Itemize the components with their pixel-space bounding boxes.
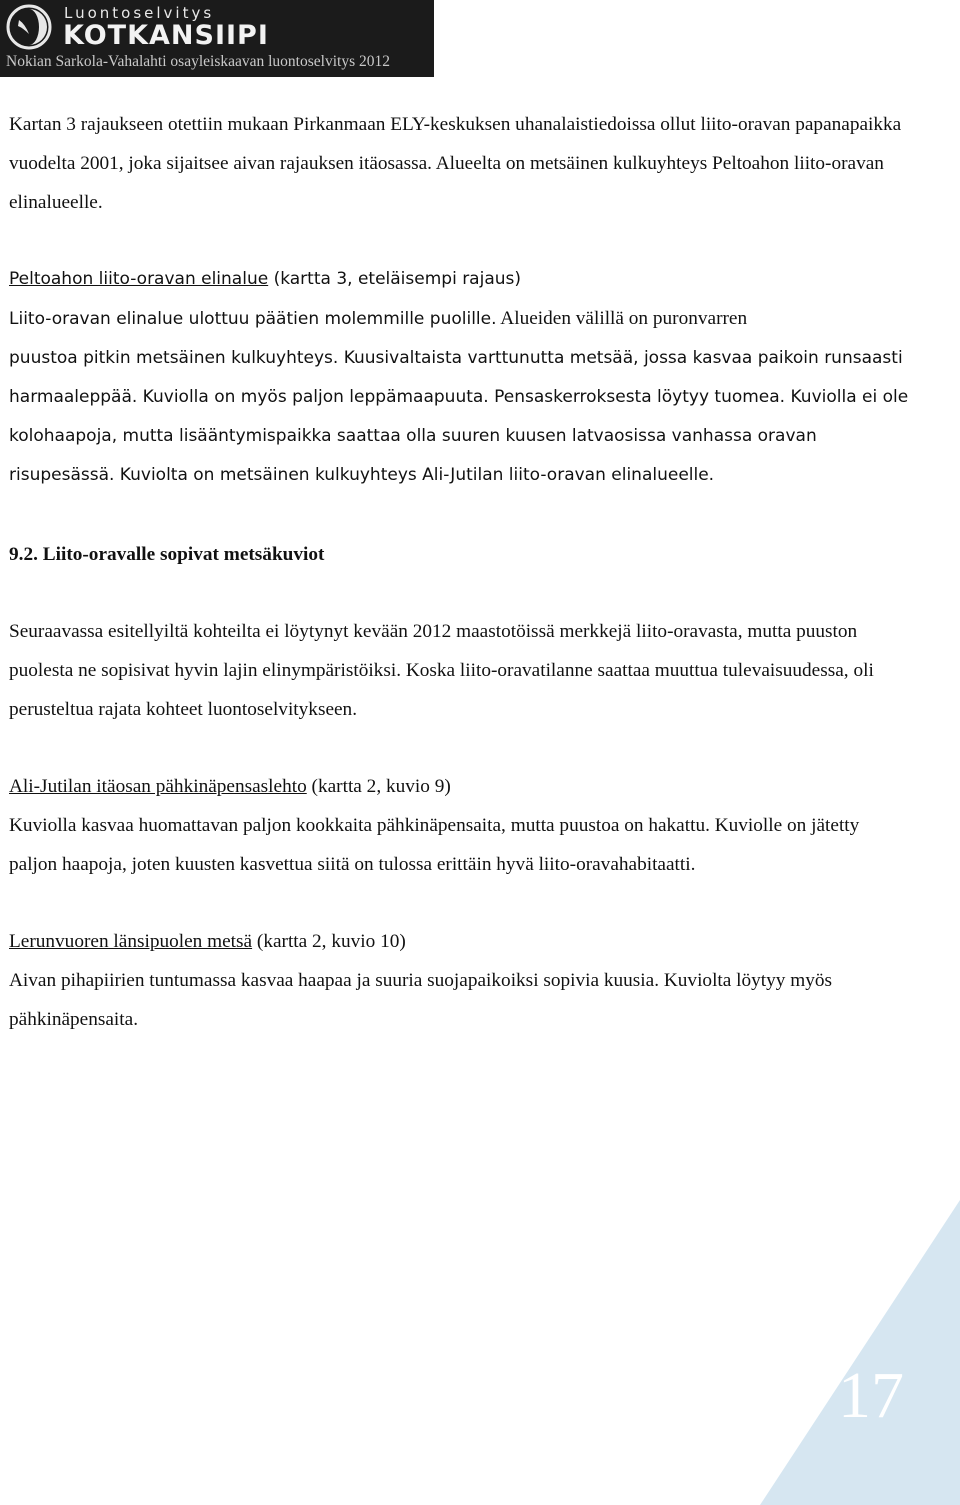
paragraph-kartta-3: Kartan 3 rajaukseen otettiin mukaan Pirkanmaan ELY-keskuksen uhanalaistiedoissa ollut liito-oravan papanapaikka vuodelta 2001, joka sijaitsee aivan rajauksen itäosassa. Alueelta on metsäinen kulkuyhteys Peltoahon liito-oravan elinalueelle. xyxy=(9,114,902,213)
section-title-lerunvuori-suffix: (kartta 2, kuvio 10) xyxy=(252,931,406,952)
paragraph-lerunvuori xyxy=(9,922,909,1039)
section-heading: 9.2. Liito-oravalle sopivat metsäkuviot xyxy=(9,544,325,565)
paragraph-peltoaho xyxy=(9,260,909,495)
lerunvuori-text: Aivan pihapiirien tuntumassa kasvaa haapaa ja suuria suojapaikoiksi sopivia kuusia. Kuviolta löytyy myös pähkinäpensaita. xyxy=(9,970,833,1030)
document-header xyxy=(0,0,434,77)
peltoaho-text-a: Liito-oravan elinalue ulottuu päätien molemmille puolille. xyxy=(9,309,497,329)
paragraph-intro: Seuraavassa esitellyiltä kohteilta ei löytynyt kevään 2012 maastotöissä merkkejä liito-oravasta, mutta puuston puolesta ne sopisivat hyvin lajin elinympäristöiksi. Koska liito-oravatilanne saattaa muuttua tulevaisuudessa, oli perusteltua rajata kohteet luontoselvitykseen. xyxy=(9,621,874,720)
peltoaho-text-c: puustoa pitkin metsäinen kulkuyhteys. Kuusivaltaista varttunutta metsää, jossa kasvaa paikoin runsaasti harmaaleppää. Kuviolla on myös paljon leppämaapuuta. Pensaskerroksesta löytyy tuomea. Kuviolla ei ole kolohaapoja, mutta lisääntymispaikka saattaa olla suuren kuusen latvaosissa vanhassa oravan risupesässä. Kuviolta on metsäinen kulkuyhteys Ali-Jutilan liito-oravan elinalueelle. xyxy=(9,348,909,485)
brand-name: KOTKANSIIPI xyxy=(63,20,269,51)
section-title-ali-jutila: Ali-Jutilan itäosan pähkinäpensaslehto xyxy=(9,776,307,797)
paragraph-ali-jutila xyxy=(9,767,909,884)
document-body xyxy=(9,105,909,1039)
page-number: 17 xyxy=(838,1359,904,1432)
section-title-peltoaho-suffix: (kartta 3, eteläisempi rajaus) xyxy=(268,269,522,289)
peltoaho-text-b: Alueiden välillä on puronvarren xyxy=(496,308,748,329)
ali-jutila-text: Kuviolla kasvaa huomattavan paljon kookkaita pähkinäpensaita, mutta puustoa on hakattu. Kuviolle on jätetty paljon haapoja, joten kuusten kasvettua siitä on tulossa erittäin hyvä liito-oravahabitaatti. xyxy=(9,815,860,875)
brand-subtitle: Luontoselvitys xyxy=(64,4,215,22)
page-corner-decoration xyxy=(760,1200,960,1505)
section-title-peltoaho: Peltoahon liito-oravan elinalue xyxy=(9,269,269,289)
report-subtitle: Nokian Sarkola-Vahalahti osayleiskaavan luontoselvitys 2012 xyxy=(6,53,390,70)
section-title-lerunvuori: Lerunvuoren länsipuolen metsä xyxy=(9,931,253,952)
eagle-logo-icon xyxy=(6,4,52,50)
section-title-ali-jutila-suffix: (kartta 2, kuvio 9) xyxy=(306,776,451,797)
